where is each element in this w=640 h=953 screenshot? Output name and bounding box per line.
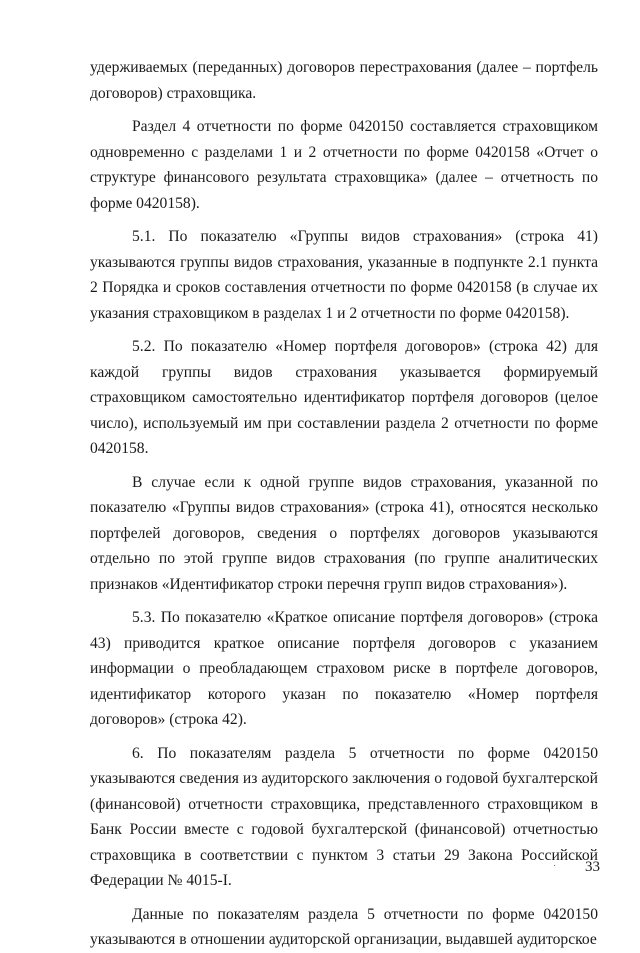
paragraph-5-2-case: В случае если к одной группе видов страхования, указанной по показателю «Группы видов страхования» (строка 41), относятся несколько портфелей договоров, сведения о портфелях договоров указываются отдельно по этой группе видов страхования (по группе аналитических признаков «Идентификатор строки перечня групп видов страхования»). bbox=[90, 473, 598, 593]
document-page bbox=[90, 55, 598, 953]
paragraph-continuation: удерживаемых (переданных) договоров перестрахования (далее – портфель договоров) страховщика. bbox=[90, 59, 598, 102]
paragraph-5-2: 5.2. По показателю «Номер портфеля договоров» (строка 42) для каждой группы видов страхования указывается формируемый страховщиком самостоятельно идентификатор портфеля договоров (целое число), используемый им при составлении раздела 2 отчетности по форме 0420158. bbox=[90, 338, 598, 457]
scan-speck: ˙ bbox=[553, 864, 557, 875]
paragraph-6: 6. По показателям раздела 5 отчетности по форме 0420150 указываются сведения из аудиторского заключения о годовой бухгалтерской (финансовой) отчетности страховщика, представленного страховщиком в Банк России вместе с годовой бухгалтерской (финансовой) отчетностью страховщика в соответствии с пунктом 3 статьи 29 Закона Российской Федерации № 4015-I. bbox=[90, 744, 598, 889]
paragraph-section-4: Раздел 4 отчетности по форме 0420150 составляется страховщиком одновременно с разделами 1 и 2 отчетности по форме 0420158 «Отчет о структуре финансового результата страховщика» (далее – отчетность по форме 0420158). bbox=[90, 118, 598, 212]
paragraph-5-3: 5.3. По показателю «Краткое описание портфеля договоров» (строка 43) приводится краткое описание портфеля договоров с указанием информации о преобладающем страховом риске в портфеле договоров, идентификатор которого указан по показателю «Номер портфеля договоров» (строка 42). bbox=[90, 609, 598, 728]
paragraph-5-1: 5.1. По показателю «Группы видов страхования» (строка 41) указываются группы видов страхования, указанные в подпункте 2.1 пункта 2 Порядка и сроков составления отчетности по форме 0420158 (в случае их указания страховщиком в разделах 1 и 2 отчетности по форме 0420158). bbox=[90, 228, 598, 322]
page-number: 33 bbox=[585, 859, 600, 875]
paragraph-section-5-data: Данные по показателям раздела 5 отчетности по форме 0420150 указываются в отношении аудиторской организации, выдавшей аудиторское bbox=[90, 905, 598, 948]
